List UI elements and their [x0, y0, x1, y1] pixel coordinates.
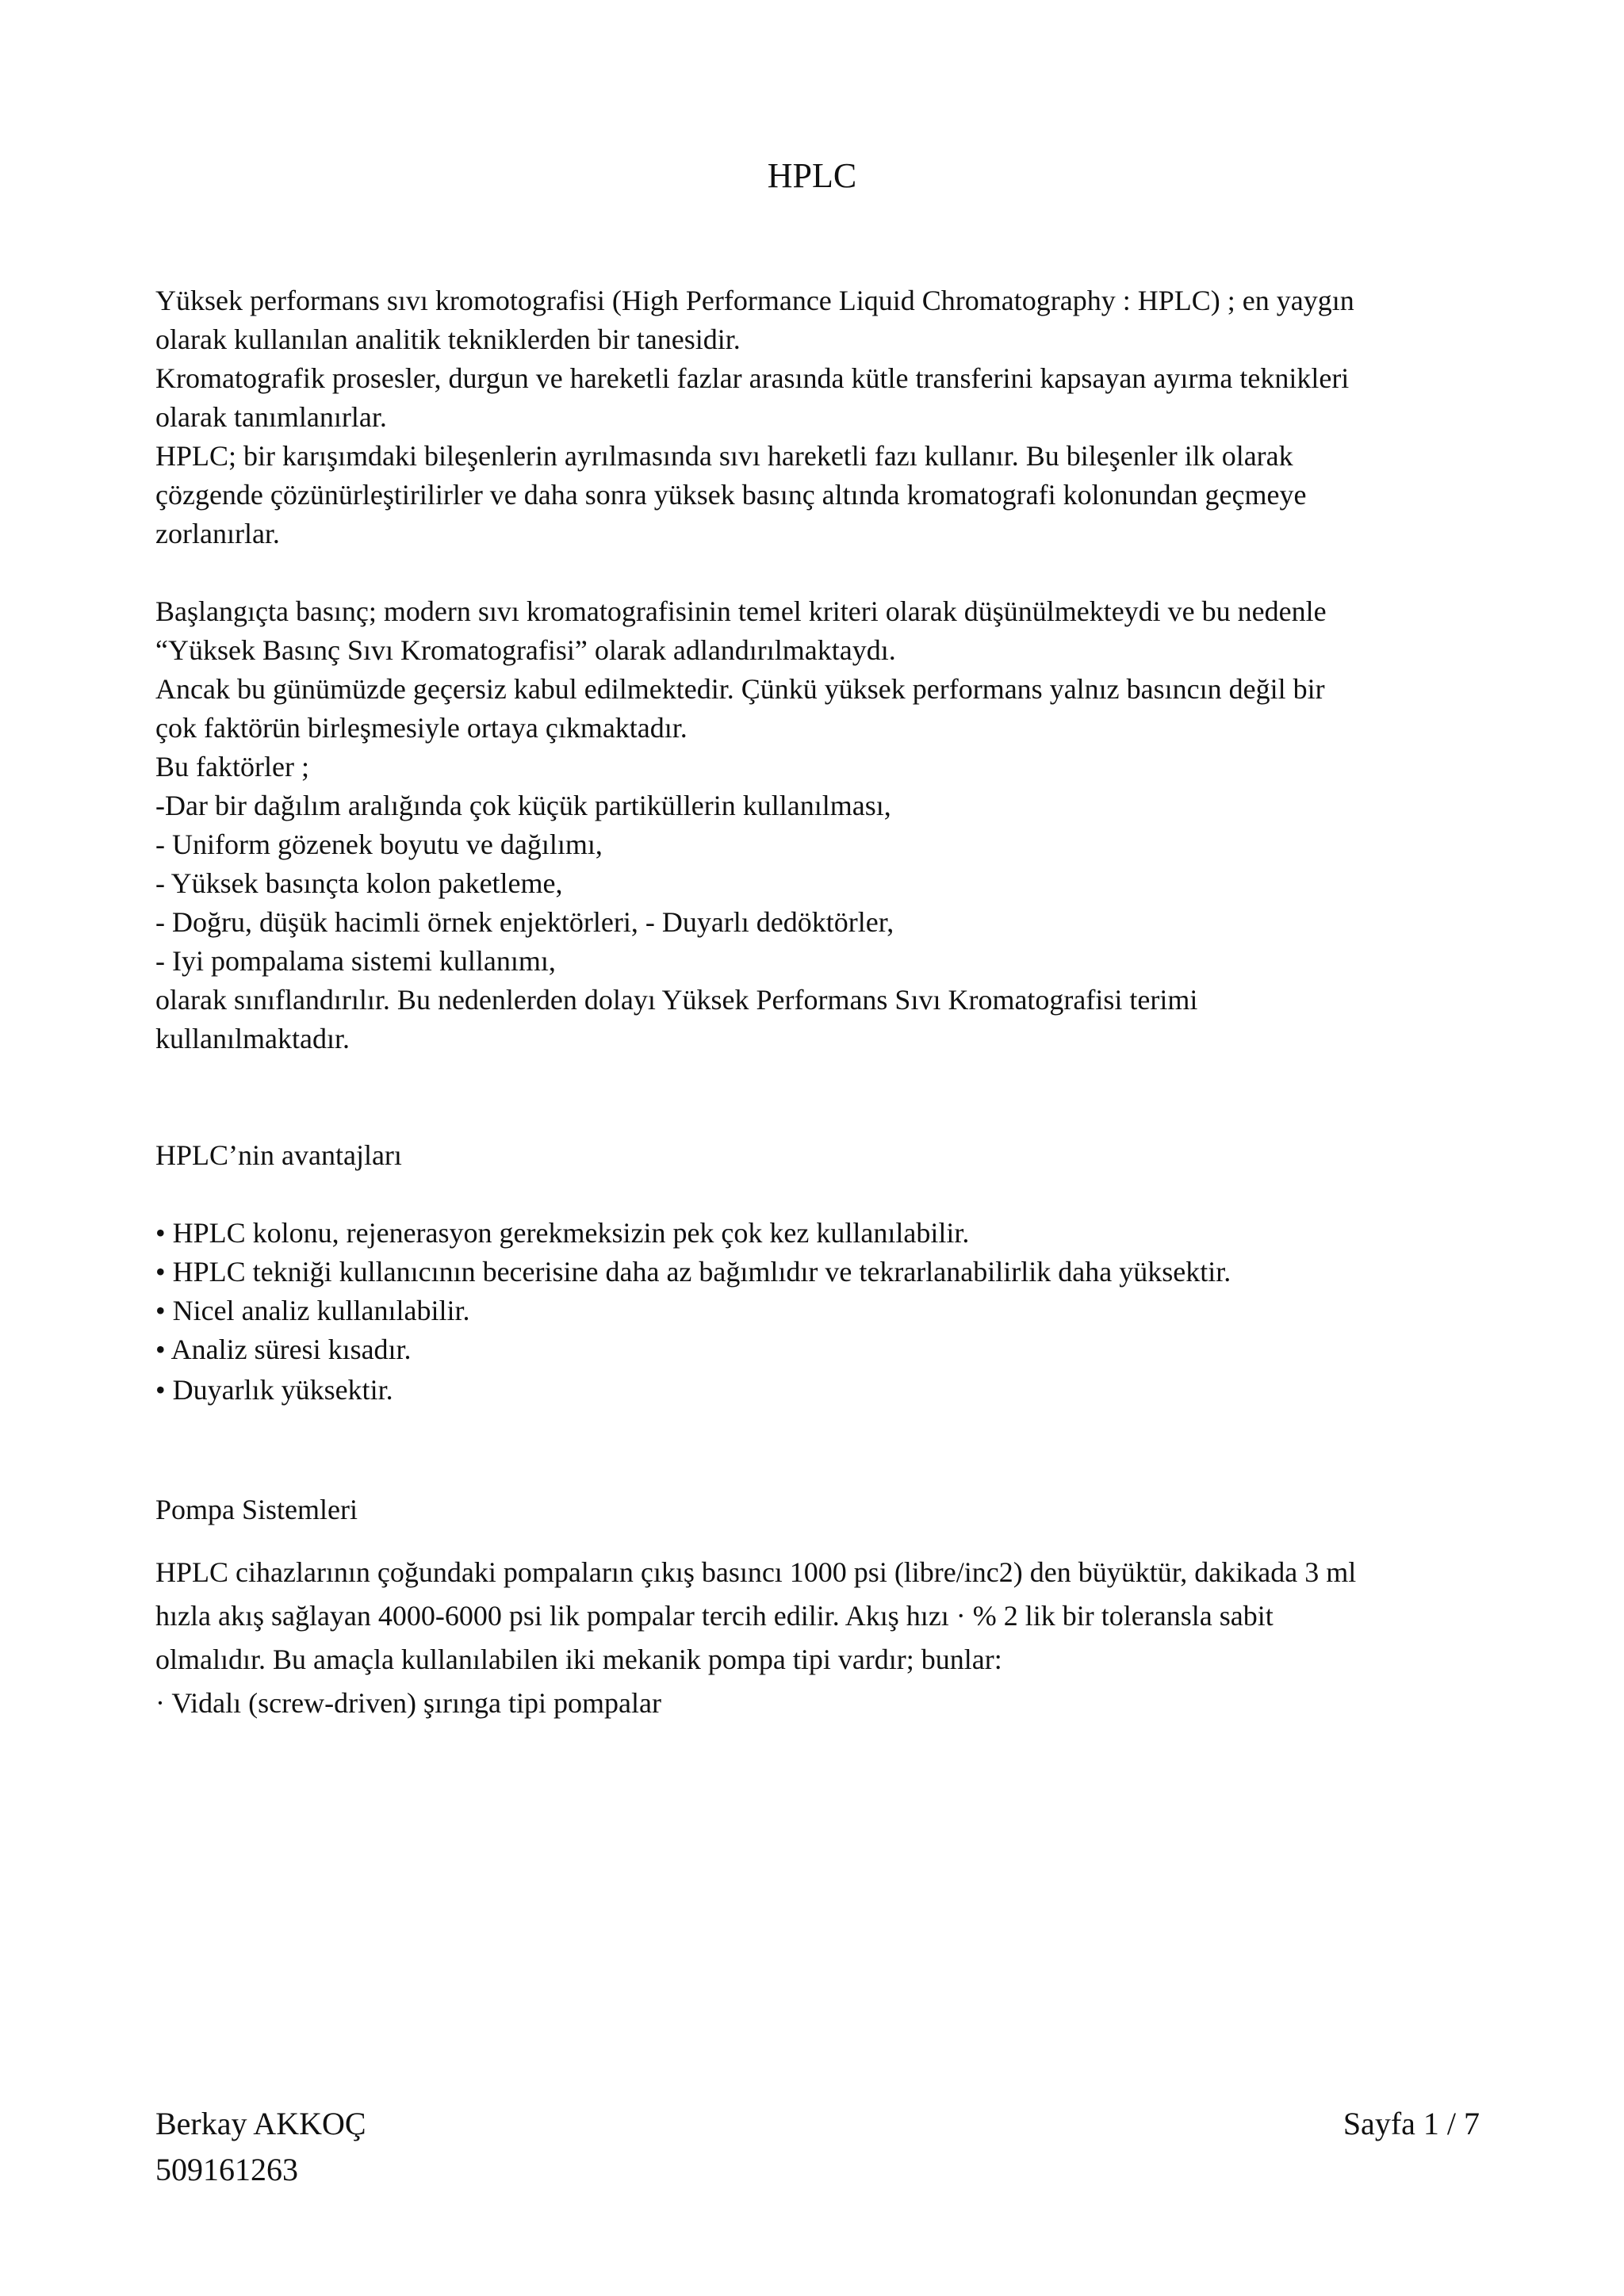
factor-item: -Dar bir dağılım aralığında çok küçük partiküllerin kullanılması, [155, 790, 891, 821]
factor-item: - Iyi pompalama sistemi kullanımı, [155, 945, 556, 977]
footer-author-block [155, 2101, 366, 2193]
history-line: Ancak bu günümüzde geçersiz kabul edilmektedir. Çünkü yüksek performans yalnız basıncın değil bir [155, 673, 1325, 705]
pump-line: hızla akış sağlayan 4000-6000 psi lik pompalar tercih edilir. Akış hızı · % 2 lik bir toleransla sabit [155, 1600, 1274, 1632]
advantage-item: • Analiz süresi kısadır. [155, 1334, 412, 1365]
advantage-item: • Duyarlık yüksektir. [155, 1374, 393, 1406]
footer-student-id: 509161263 [155, 2152, 298, 2187]
intro-line: çözgende çözünürleştirilirler ve daha sonra yüksek basınç altında kromatografi kolonundan geçmeye [155, 479, 1307, 511]
footer-page-block [1343, 2101, 1480, 2147]
advantage-item: • HPLC tekniği kullanıcının becerisine daha az bağımlıdır ve tekrarlanabilirlik daha yüksektir. [155, 1256, 1231, 1288]
pump-bullet-item: · Vidalı (screw-driven) şırınga tipi pompalar [155, 1687, 661, 1719]
footer-author: Berkay AKKOÇ [155, 2106, 366, 2141]
history-section [155, 592, 1488, 1058]
factors-heading: Bu faktörler ; [155, 751, 309, 783]
intro-line: olarak kullanılan analitik tekniklerden bir tanesidir. [155, 323, 741, 355]
intro-line: Kromatografik prosesler, durgun ve hareketli fazlar arasında kütle transferini kapsayan ayırma teknikleri [155, 362, 1350, 394]
history-line: “Yüksek Basınç Sıvı Kromatografisi” olarak adlandırılmaktaydı. [155, 634, 896, 666]
intro-line: olarak tanımlanırlar. [155, 401, 387, 433]
factor-item: - Uniform gözenek boyutu ve dağılımı, [155, 828, 603, 860]
intro-line: Yüksek performans sıvı kromotografisi (High Performance Liquid Chromatography : HPLC) ; en yaygın [155, 285, 1354, 316]
pump-heading: Pompa Sistemleri [155, 1494, 358, 1525]
advantage-item: • HPLC kolonu, rejenerasyon gerekmeksizin pek çok kez kullanılabilir. [155, 1217, 970, 1249]
intro-section [155, 281, 1488, 553]
pump-section [155, 1488, 1488, 1725]
pump-line: olmalıdır. Bu amaçla kullanılabilen iki mekanik pompa tipi vardır; bunlar: [155, 1644, 1002, 1675]
factor-item: - Doğru, düşük hacimli örnek enjektörleri, - Duyarlı dedöktörler, [155, 906, 894, 938]
history-line: Başlangıçta basınç; modern sıvı kromatografisinin temel kriteri olarak düşünülmekteydi ve bu nedenle [155, 595, 1327, 627]
document-body [155, 281, 1488, 1725]
advantages-heading: HPLC’nin avantajları [155, 1139, 402, 1171]
history-line: olarak sınıflandırılır. Bu nedenlerden dolayı Yüksek Performans Sıvı Kromatografisi terimi [155, 984, 1198, 1016]
history-line: kullanılmaktadır. [155, 1023, 350, 1054]
advantages-section [155, 1136, 1488, 1410]
advantage-item: • Nicel analiz kullanılabilir. [155, 1295, 470, 1326]
page-number: Sayfa 1 / 7 [1342, 2106, 1480, 2141]
intro-line: HPLC; bir karışımdaki bileşenlerin ayrılmasında sıvı hareketli fazı kullanır. Bu bileşenler ilk olarak [155, 440, 1293, 472]
page-title: HPLC [767, 156, 857, 195]
intro-line: zorlanırlar. [155, 518, 280, 549]
pump-line: HPLC cihazlarının çoğundaki pompaların çıkış basıncı 1000 psi (libre/inc2) den büyüktür, dakikada 3 ml [155, 1556, 1357, 1588]
history-line: çok faktörün birleşmesiyle ortaya çıkmaktadır. [155, 712, 688, 744]
factor-item: - Yüksek basınçta kolon paketleme, [155, 867, 563, 899]
